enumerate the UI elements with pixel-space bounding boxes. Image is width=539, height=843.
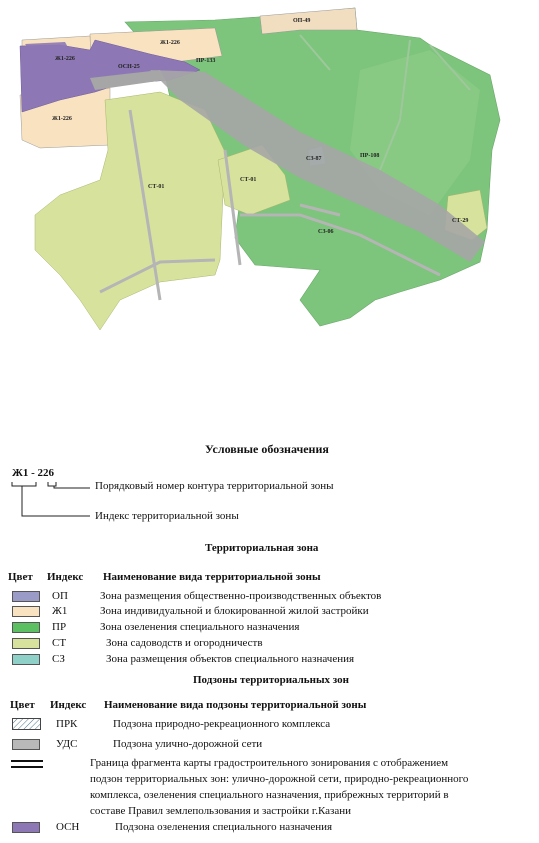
label-zh1-bottom: Ж1-226 (52, 116, 72, 122)
label-sz-06: СЗ-06 (318, 229, 334, 235)
boundary-line-symbol (10, 758, 44, 770)
col-name-zone: Наименование вида территориальной зоны (103, 571, 321, 583)
col-color: Цвет (8, 571, 33, 583)
zone-name-pr: Зона озеленения специального назначения (100, 621, 300, 633)
swatch-prk (12, 718, 42, 731)
legend-index-desc: Индекс территориальной зоны (95, 510, 239, 522)
label-zh1-top: Ж1-226 (160, 40, 180, 46)
label-st-01: СТ-01 (148, 184, 165, 190)
label-st-29: СТ-29 (452, 218, 469, 224)
label-osn-small: ОСН-25 (118, 64, 140, 70)
swatch-osn (12, 822, 40, 833)
subzone-index-uds: УДС (56, 738, 78, 750)
subzone-index-osn: ОСН (56, 821, 80, 833)
label-op-top-right: ОП-49 (293, 18, 311, 24)
swatch-zh1 (12, 606, 40, 617)
boundary-desc-3: комплекса, озеленения специального назначения, прибрежных территорий в (90, 789, 449, 801)
zoning-map (0, 0, 539, 420)
territorial-zone-title: Территориальная зона (205, 542, 319, 554)
legend-contour-number: Порядковый номер контура территориальной зоны (95, 480, 334, 492)
zone-index-sz: СЗ (52, 653, 65, 665)
zone-index-op: ОП (52, 590, 68, 602)
legend-title: Условные обозначения (205, 442, 329, 456)
label-st-01-center: СТ-01 (240, 177, 257, 183)
swatch-st (12, 638, 40, 649)
zone-index-st: СТ (52, 637, 67, 649)
subzone-name-uds: Подзона улично-дорожной сети (113, 738, 263, 750)
label-pr-108: ПР-108 (360, 153, 380, 159)
legend-example-connector (10, 478, 100, 523)
zone-name-op: Зона размещения общественно-производственных объектов (100, 590, 382, 602)
col-name-subzone: Наименование вида подзоны территориальной зоны (104, 699, 367, 711)
zone-name-sz: Зона размещения объектов специального назначения (106, 653, 355, 665)
col-index: Индекс (47, 571, 84, 583)
label-zh1-left: Ж1-226 (55, 56, 75, 62)
subzone-index-prk: ПРК (56, 718, 78, 730)
swatch-sz (12, 654, 40, 665)
label-sz-87: СЗ-87 (306, 156, 322, 162)
label-pr-small: ПР-133 (196, 58, 216, 64)
subzones-title: Подзоны территориальных зон (193, 674, 349, 686)
swatch-op (12, 591, 40, 602)
swatch-uds (12, 739, 40, 750)
boundary-desc-2: подзон территориальных зон: улично-дорожной сети, природно-рекреационного (90, 773, 469, 785)
zone-name-zh1: Зона индивидуальной и блокированной жилой застройки (100, 605, 369, 617)
zone-index-zh1: Ж1 (52, 605, 68, 617)
subzone-name-prk: Подзона природно-рекреационного комплекса (113, 718, 331, 730)
swatch-pr (12, 622, 40, 633)
col-index-sub: Индекс (50, 699, 87, 711)
col-color-sub: Цвет (10, 699, 35, 711)
subzone-name-osn: Подзона озеленения специального назначения (115, 821, 333, 833)
zone-name-st: Зона садоводств и огородничеств (106, 637, 263, 649)
boundary-desc-4: составе Правил землепользования и застройки г.Казани (90, 805, 352, 817)
boundary-desc-1: Граница фрагмента карты градостроительного зонирования с отображением (90, 757, 449, 769)
legend-example-code: Ж1 - 226 (12, 467, 55, 479)
zone-index-pr: ПР (52, 621, 67, 633)
